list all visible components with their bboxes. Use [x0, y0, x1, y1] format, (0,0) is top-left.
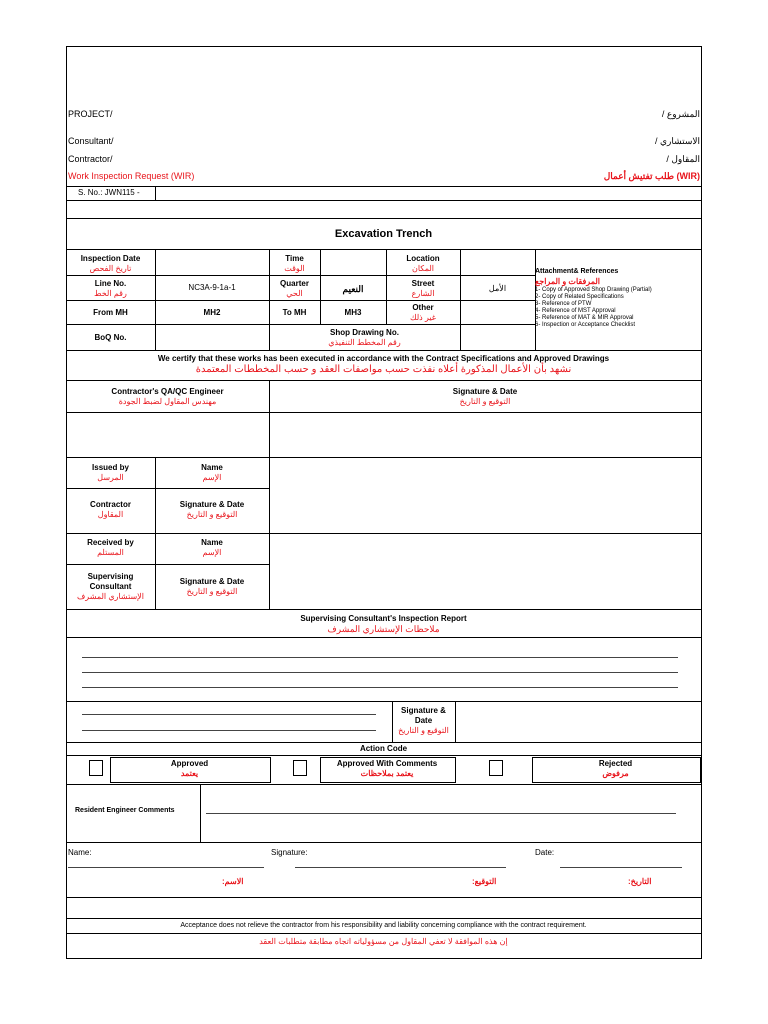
- received-by-label: Received by: [87, 538, 134, 547]
- approved-label: Approved: [170, 759, 209, 768]
- shop-drawing-label-ar: رقم المخطط التنفيذي: [328, 338, 401, 347]
- consultant-label: Consultant/: [68, 136, 114, 146]
- report-line[interactable]: [82, 714, 376, 715]
- contractor-signature-label: Signature & Date: [179, 500, 245, 509]
- rejected-label-ar: مرفوض: [602, 769, 629, 778]
- footer-signature-line[interactable]: [295, 867, 506, 868]
- approved-comments-checkbox[interactable]: [293, 760, 307, 776]
- footer-signature-label: Signature:: [271, 848, 308, 857]
- line-no-label: Line No.: [94, 279, 127, 288]
- shop-drawing-label: Shop Drawing No.: [330, 328, 399, 337]
- contractor-label: Contractor/: [68, 154, 113, 164]
- report-signature-label-ar: التوقيع و التاريخ: [398, 726, 449, 735]
- attachment-item: 2- Copy of Related Specifications: [535, 294, 624, 300]
- footer-name-label-ar: الاسم:: [222, 877, 244, 886]
- engineer-signature-label: Signature & Date: [452, 387, 518, 396]
- attachment-item: 4- Reference of MST Approval: [535, 308, 616, 314]
- rejected-label: Rejected: [598, 759, 633, 768]
- supervising-label-2: Consultant: [89, 582, 132, 591]
- consultant-label-ar: الاستشاري /: [654, 136, 700, 146]
- issued-by-label-ar: المرسل: [97, 473, 124, 482]
- footer-name-line[interactable]: [68, 867, 264, 868]
- issued-name-label-ar: الإسم: [202, 473, 222, 482]
- location-label: Location: [406, 254, 440, 263]
- from-mh-label: From MH: [93, 308, 128, 317]
- approved-label-ar: يعتمد: [180, 769, 199, 778]
- attachments-title-ar: المرفقات و المراجع: [535, 277, 600, 286]
- received-name-label: Name: [201, 538, 223, 547]
- contractor-label-block-ar: المقاول: [97, 510, 124, 519]
- certify-text: We certify that these works has been executed in accordance with the Contract Specifications and Approved Drawings: [157, 354, 610, 363]
- action-code-title: Action Code: [359, 744, 408, 753]
- other-label-ar: غير ذلك: [410, 313, 436, 322]
- to-mh-label: To MH: [282, 308, 307, 317]
- received-by-label-ar: المستلم: [97, 548, 124, 557]
- report-line[interactable]: [82, 687, 678, 688]
- footer-date-label-ar: التاريخ:: [628, 877, 652, 886]
- supervising-signature-label-ar: التوقيع و التاريخ: [186, 587, 238, 596]
- quarter-label-ar: الحي: [286, 289, 303, 298]
- line-no-label-ar: رقم الخط: [94, 289, 127, 298]
- disclaimer-text: Acceptance does not relieve the contractor from his responsibility and liability concerning compliance with the contract requirement.: [180, 922, 587, 929]
- form-title: Excavation Trench: [334, 228, 433, 240]
- footer-signature-label-ar: التوقيع:: [472, 877, 497, 886]
- to-mh-value: MH3: [344, 308, 362, 317]
- inspection-date-label-ar: تاريخ الفحص: [89, 264, 132, 273]
- approved-comments-label: Approved With Comments: [336, 759, 438, 768]
- attachment-item: 6- Inspection or Acceptance Checklist: [535, 322, 636, 328]
- street-value: الأمل: [488, 284, 507, 293]
- report-line[interactable]: [82, 672, 678, 673]
- attachment-item: 3- Reference of PTW: [535, 301, 592, 307]
- rejected-checkbox[interactable]: [489, 760, 503, 776]
- project-label: PROJECT/: [68, 109, 113, 119]
- time-label: Time: [285, 254, 304, 263]
- attachment-item: 5- Reference of MAT & MIR Approval: [535, 315, 634, 321]
- issued-by-label: Issued by: [92, 463, 129, 472]
- report-line[interactable]: [82, 657, 678, 658]
- attachment-item: 1- Copy of Approved Shop Drawing (Partial): [535, 287, 652, 293]
- project-label-ar: المشروع /: [661, 109, 700, 119]
- other-label: Other: [412, 303, 434, 312]
- report-title: Supervising Consultant's Inspection Report: [300, 614, 467, 623]
- certify-text-ar: نشهد بأن الأعمال المذكورة أعلاه نفذت حسب مواصفات العقد و حسب المخططات المعتمدة: [195, 364, 572, 375]
- report-signature-label-2: Date: [414, 716, 433, 725]
- wir-title: Work Inspection Request (WIR): [68, 171, 195, 181]
- engineer-signature-label-ar: التوقيع و التاريخ: [459, 397, 511, 406]
- inspection-date-label: Inspection Date: [80, 254, 141, 263]
- supervising-label-ar: الإستشاري المشرف: [77, 592, 144, 601]
- approved-checkbox[interactable]: [89, 760, 103, 776]
- received-name-label-ar: الإسم: [202, 548, 222, 557]
- report-signature-label-1: Signature &: [401, 706, 446, 715]
- contractor-label-block: Contractor: [90, 500, 131, 509]
- contractor-signature-label-ar: التوقيع و التاريخ: [186, 510, 238, 519]
- disclaimer-text-ar: إن هذه الموافقة لا تعفي المقاول من مسؤولياته اتجاه مطابقة متطلبات العقد: [259, 937, 508, 946]
- resident-comment-line[interactable]: [206, 813, 676, 814]
- from-mh-value: MH2: [203, 308, 221, 317]
- boq-label: BoQ No.: [94, 333, 127, 342]
- quarter-label: Quarter: [280, 279, 309, 288]
- resident-engineer-label: Resident Engineer Comments: [75, 807, 175, 814]
- qa-engineer-label-ar: مهندس المقاول لضبط الجودة: [118, 397, 217, 406]
- street-label: Street: [411, 279, 435, 288]
- approved-comments-label-ar: يعتمد بملاحظات: [360, 769, 414, 778]
- time-label-ar: الوقت: [284, 264, 305, 273]
- report-title-ar: ملاحظات الإستشاري المشرف: [327, 624, 440, 634]
- supervising-label-1: Supervising: [87, 572, 134, 581]
- contractor-label-ar: المقاول /: [666, 154, 700, 164]
- quarter-value: النعيم: [342, 284, 364, 294]
- supervising-signature-label: Signature & Date: [179, 577, 245, 586]
- report-line[interactable]: [82, 730, 376, 731]
- line-no-value: NC3A-9-1a-1: [188, 283, 236, 292]
- qa-engineer-label: Contractor's QA/QC Engineer: [111, 387, 224, 396]
- footer-date-label: Date:: [535, 848, 555, 857]
- footer-name-label: Name:: [68, 848, 92, 857]
- issued-name-label: Name: [201, 463, 223, 472]
- location-label-ar: المكان: [411, 264, 434, 273]
- footer-date-line[interactable]: [560, 867, 682, 868]
- wir-title-ar: (WIR) طلب تفتيش أعمال: [603, 171, 700, 181]
- attachments-title: Attachment& References: [535, 268, 619, 275]
- street-label-ar: الشارع: [411, 289, 435, 298]
- serial-number: S. No.: JWN115 -: [78, 188, 140, 197]
